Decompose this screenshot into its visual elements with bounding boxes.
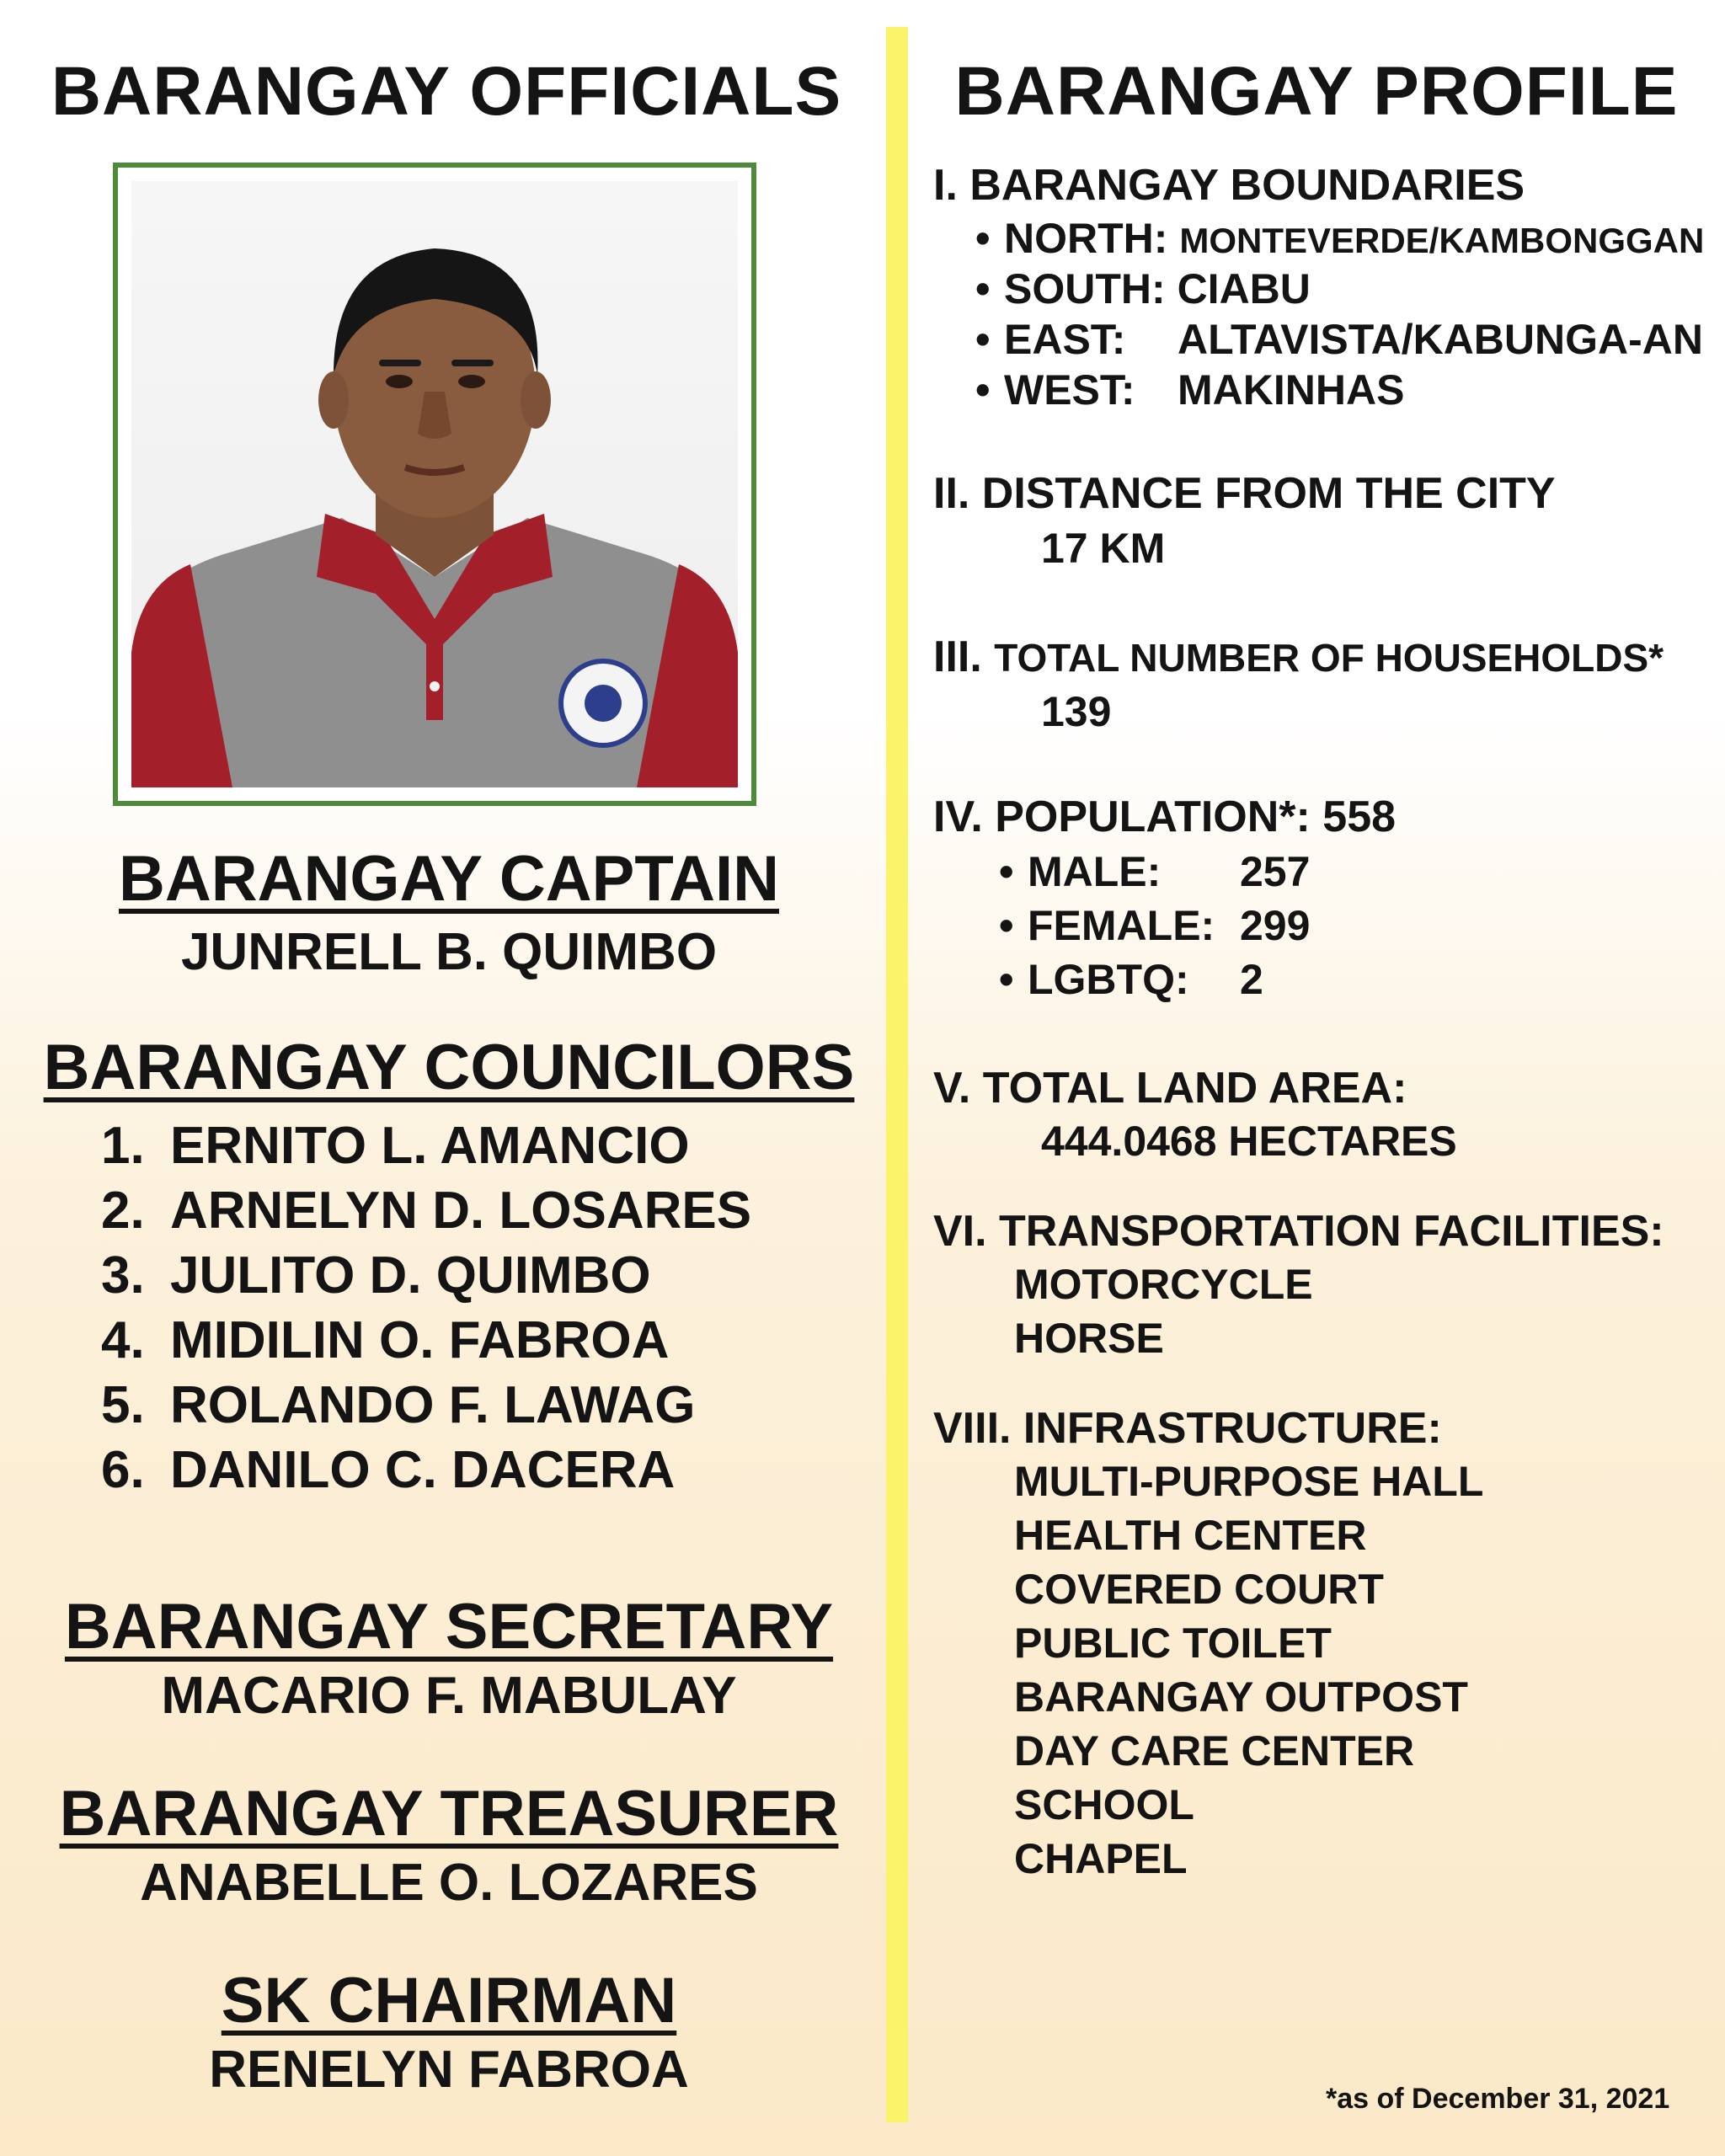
population-female: • FEMALE: 299 bbox=[999, 902, 1311, 949]
as-of-footnote: *as of December 31, 2021 bbox=[1326, 2083, 1670, 2115]
secretary-title: BARANGAY SECRETARY bbox=[64, 1591, 834, 1662]
land-area-title: V. TOTAL LAND AREA: bbox=[933, 1064, 1407, 1113]
transport-item: HORSE bbox=[1014, 1315, 1164, 1362]
infrastructure-item: HEALTH CENTER bbox=[1014, 1512, 1367, 1559]
infrastructure-item: SCHOOL bbox=[1014, 1781, 1194, 1828]
boundary-south: • SOUTH: CIABU bbox=[975, 265, 1311, 312]
secretary-name: MACARIO F. MABULAY bbox=[161, 1667, 737, 1725]
population-lgbtq: • LGBTQ: 2 bbox=[999, 956, 1263, 1003]
households-title: III. TOTAL NUMBER OF HOUSEHOLDS* bbox=[933, 632, 1664, 681]
list-item: 1. ERNITO L. AMANCIO bbox=[101, 1117, 690, 1175]
profile-heading: BARANGAY PROFILE bbox=[954, 53, 1679, 130]
infrastructure-item: BARANGAY OUTPOST bbox=[1014, 1673, 1468, 1721]
list-item: 6. DANILO C. DACERA bbox=[101, 1441, 676, 1499]
captain-title: BARANGAY CAPTAIN bbox=[118, 843, 779, 915]
distance-title: II. DISTANCE FROM THE CITY bbox=[933, 469, 1556, 518]
infrastructure-item: COVERED COURT bbox=[1014, 1566, 1384, 1613]
population-title: IV. POPULATION*: 558 bbox=[933, 792, 1397, 841]
councilors-title: BARANGAY COUNCILORS bbox=[43, 1032, 855, 1103]
sk-chairman-title: SK CHAIRMAN bbox=[221, 1965, 677, 2036]
sk-chairman-name: RENELYN FABROA bbox=[209, 2041, 689, 2099]
infrastructure-item: MULTI-PURPOSE HALL bbox=[1014, 1458, 1484, 1505]
distance-value: 17 KM bbox=[1041, 525, 1166, 572]
households-value: 139 bbox=[1041, 688, 1112, 735]
list-item: 3. JULITO D. QUIMBO bbox=[101, 1246, 651, 1305]
list-item: 5. ROLANDO F. LAWAG bbox=[101, 1376, 696, 1434]
boundary-east: • EAST: ALTAVISTA/KABUNGA-AN bbox=[975, 316, 1703, 363]
population-male: • MALE: 257 bbox=[999, 848, 1311, 895]
transport-item: MOTORCYCLE bbox=[1014, 1261, 1313, 1308]
captain-name: JUNRELL B. QUIMBO bbox=[180, 923, 718, 981]
boundaries-title: I. BARANGAY BOUNDARIES bbox=[933, 161, 1525, 210]
transport-title: VI. TRANSPORTATION FACILITIES: bbox=[933, 1207, 1664, 1256]
list-item: 2. ARNELYN D. LOSARES bbox=[101, 1182, 752, 1240]
boundary-north: • NORTH: MONTEVERDE/KAMBONGGAN bbox=[975, 215, 1705, 262]
officials-heading: BARANGAY OFFICIALS bbox=[51, 53, 842, 130]
captain-photo bbox=[131, 181, 738, 787]
infrastructure-item: DAY CARE CENTER bbox=[1014, 1727, 1415, 1774]
infrastructure-item: CHAPEL bbox=[1014, 1835, 1188, 1882]
portrait-illustration bbox=[131, 181, 738, 787]
list-item: 4. MIDILIN O. FABROA bbox=[101, 1311, 670, 1369]
infrastructure-item: PUBLIC TOILET bbox=[1014, 1620, 1332, 1667]
land-area-value: 444.0468 HECTARES bbox=[1041, 1118, 1457, 1165]
captain-photo-frame bbox=[113, 163, 756, 806]
treasurer-name: ANABELLE O. LOZARES bbox=[140, 1854, 758, 1912]
councilors-list bbox=[101, 1113, 751, 1502]
boundary-west: • WEST: MAKINHAS bbox=[975, 366, 1405, 414]
treasurer-title: BARANGAY TREASURER bbox=[59, 1778, 839, 1849]
infrastructure-title: VIII. INFRASTRUCTURE: bbox=[933, 1404, 1442, 1453]
